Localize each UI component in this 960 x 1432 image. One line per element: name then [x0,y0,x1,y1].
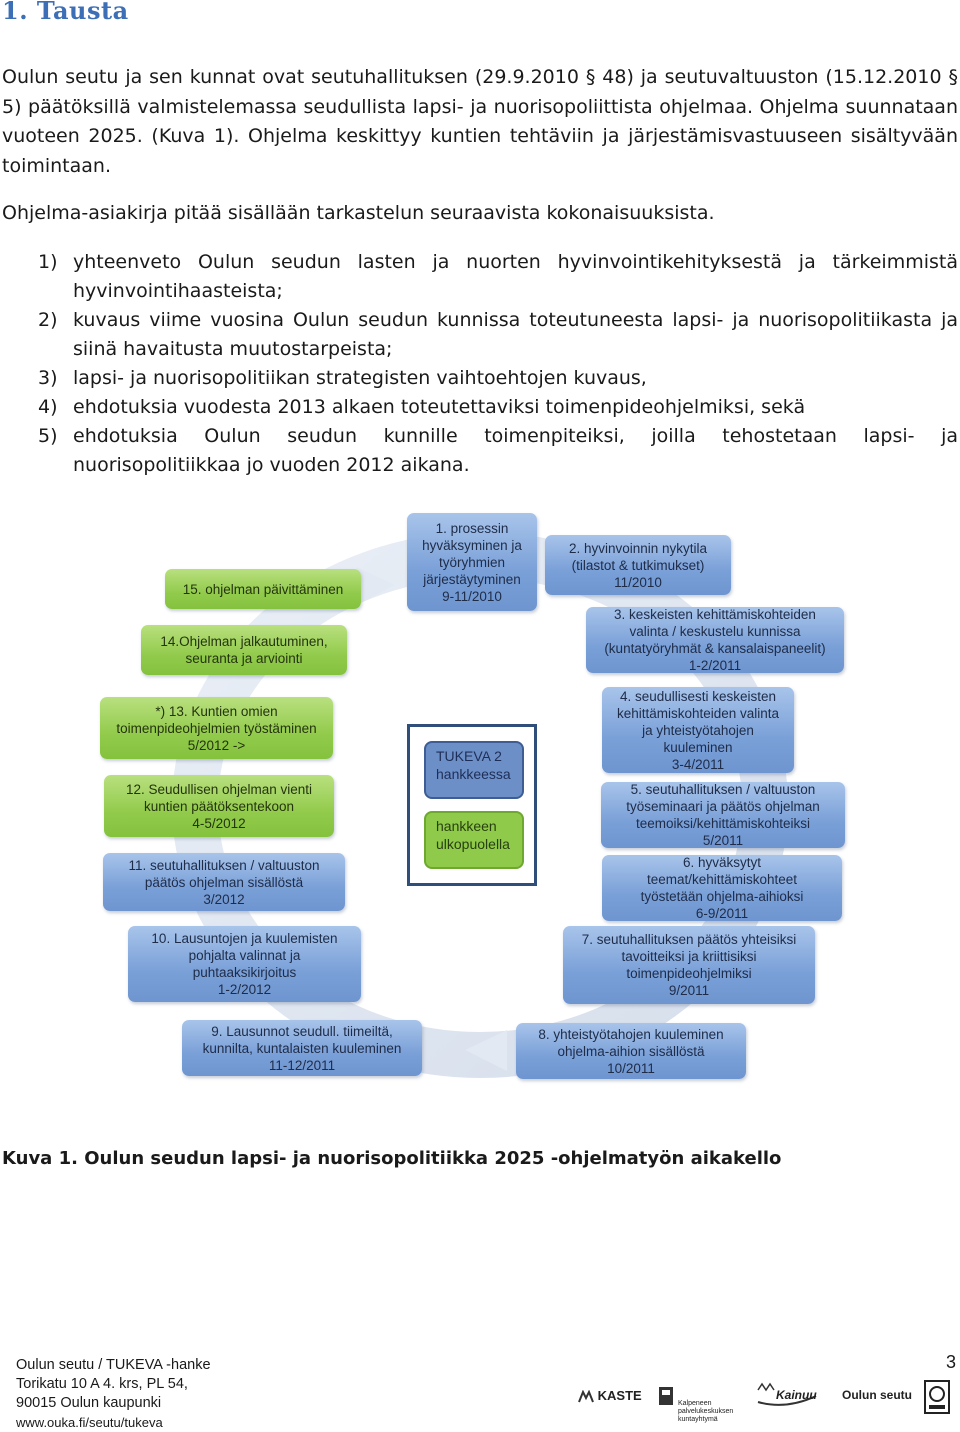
kainuu-logo-text: Kainuu [776,1388,817,1402]
footer-postal: 90015 Oulun kaupunki [16,1395,162,1411]
step-3-box: 3. keskeisten kehittämiskohteiden valinta / keskustelu kunnissa (kuntatyöryhmät & kansalaispaneelit) 1-2/2011 [586,607,844,673]
list-item-text: lapsi- ja nuorisopolitiikan strategisten vaihtoehtojen kuvaus, [73,367,647,389]
kaste-logo [578,1388,642,1404]
step-12-box: 12. Seudullisen ohjelman vienti kuntien päätöksentekoon 4-5/2012 [104,775,334,837]
list-item-number: 5) [38,425,58,447]
step-4-box: 4. seudullisesti keskeisten kehittämiskohteiden valinta ja yhteistyötahojen kuuleminen 3-4/2011 [602,687,794,773]
step-7-box: 7. seutuhallituksen päätös yhteisiksi tavoitteiksi ja kriittisiksi toimenpideohjelmiksi 9/2011 [563,926,815,1004]
list-item-text: kuvaus viime vuosina Oulun seudun kunnissa toteutuneesta lapsi- ja nuorisopolitiikasta ja siinä havaitusta muutostarpeista; [73,309,958,360]
legend-outside-project: hankkeen ulkopuolella [424,811,524,869]
step-10-box: 10. Lausuntojen ja kuulemisten pohjalta valinnat ja puhtaaksikirjoitus 1-2/2012 [128,926,361,1002]
list-item-number: 2) [38,309,58,331]
kpk-logo-text: Kalpeneen palvelukeskuksen kuntayhtymä [678,1400,734,1423]
list-item-number: 4) [38,396,58,418]
step-1-box: 1. prosessin hyväksyminen ja työryhmien järjestäytyminen 9-11/2010 [407,513,537,611]
footer-logos [578,1382,952,1423]
step-9-box: 9. Lausunnot seudull. tiimeiltä, kunnilta, kuntalaisten kuuleminen 11-12/2011 [182,1020,422,1076]
list-item-number: 1) [38,251,58,273]
step-13-box: *) 13. Kuntien omien toimenpideohjelmien työstäminen 5/2012 -> [100,697,333,759]
section-heading: 1. Tausta [2,0,129,25]
list-item [0,364,958,393]
kpk-logo [658,1384,733,1424]
list-item [0,393,958,422]
list-item-text: ehdotuksia Oulun seudun kunnille toimenpiteiksi, joilla tehostetaan lapsi- ja nuorisopolitiikkaa jo vuoden 2012 aikana. [73,425,958,476]
step-14-box: 14.Ohjelman jalkautuminen, seuranta ja arviointi [141,625,347,675]
figure-caption: Kuva 1. Oulun seudun lapsi- ja nuorisopolitiikka 2025 -ohjelmatyön aikakello [2,1148,782,1169]
footer-url: www.ouka.fi/seutu/tukeva [16,1415,163,1430]
oulunseutu-logo-text: Oulun seutu [842,1388,912,1402]
process-clock-diagram [95,505,865,1095]
list-item [0,306,958,364]
footer-org: Oulun seutu / TUKEVA -hanke [16,1357,211,1373]
intro-paragraph: Oulun seutu ja sen kunnat ovat seutuhallituksen (29.9.2010 § 48) ja seutuvaltuuston (15.12.2010 § 5) päätöksillä valmistelemassa seudullista lapsi- ja nuorisopoliittista ohjelmaa. Ohjelma suunnataan vuoteen 2025. (Kuva 1). Ohjelma keskittyy kuntien tehtäviin ja järjestämisvastuuseen sisältyvään toimintaan. [2,66,958,177]
footer-address [16,1356,211,1432]
step-5-box: 5. seutuhallituksen / valtuuston työseminaari ja päätös ohjelman teemoiksi/kehittämiskohteiksi 5/2011 [601,782,845,848]
footer-street: Torikatu 10 A 4. krs, PL 54, [16,1376,188,1392]
emblem-logo [924,1380,950,1419]
contents-intro-paragraph: Ohjelma-asiakirja pitää sisällään tarkastelun seuraavista kokonaisuuksista. [2,202,715,224]
kaste-logo-text: KASTE [597,1388,642,1403]
step-6-box: 6. hyväksytyt teemat/kehittämiskohteet työstetään ohjelma-aihioksi 6-9/2011 [602,855,842,921]
oulunseutu-logo [842,1388,912,1402]
list-item-number: 3) [38,367,58,389]
kainuu-logo [756,1386,817,1402]
step-11-box: 11. seutuhallituksen / valtuuston päätös ohjelman sisällöstä 3/2012 [103,853,345,911]
kpk-mark-icon [658,1386,674,1406]
legend-inside-project: TUKEVA 2 hankkeessa [424,741,524,799]
list-item-text: ehdotuksia vuodesta 2013 alkaen toteutettaviksi toimenpideohjelmiksi, sekä [73,396,806,418]
step-15-box: 15. ohjelman päivittäminen [165,569,361,609]
step-8-box: 8. yhteistyötahojen kuuleminen ohjelma-aihion sisällöstä 10/2011 [516,1023,746,1079]
page-number: 3 [946,1352,957,1372]
list-item [0,248,958,306]
step-2-box: 2. hyvinvoinnin nykytila (tilastot & tutkimukset) 11/2010 [545,535,731,595]
list-item [0,422,958,480]
kaste-mark-icon [578,1390,594,1404]
legend [407,724,537,886]
emblem-icon [924,1380,950,1414]
contents-list [0,248,958,480]
list-item-text: yhteenveto Oulun seudun lasten ja nuorten hyvinvointikehityksestä ja tärkeimmistä hyvinvointihaasteista; [73,251,958,302]
